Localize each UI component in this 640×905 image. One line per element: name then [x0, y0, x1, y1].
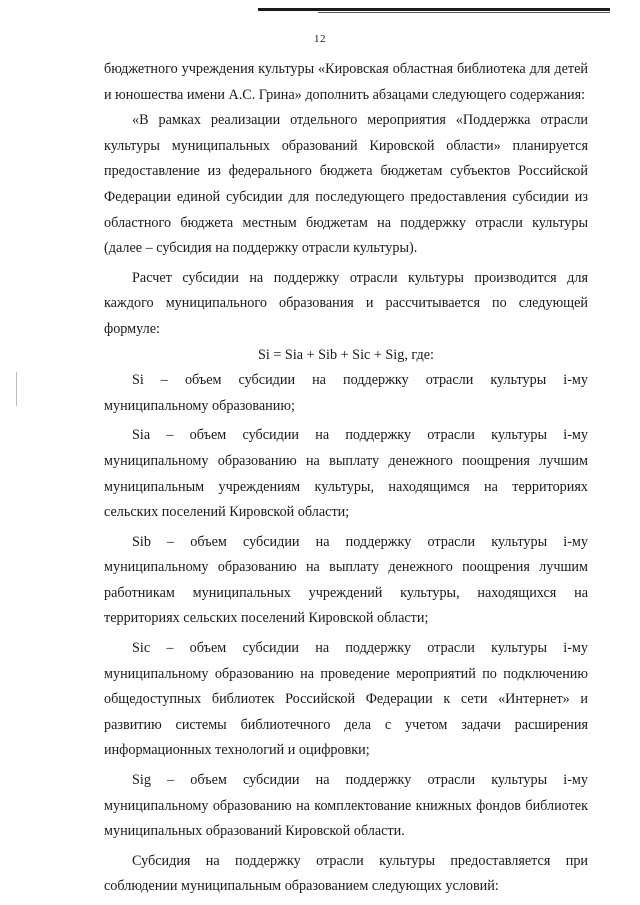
page-number: 12	[314, 33, 326, 45]
paragraph-subsidy-definition: «В рамках реализации отдельного мероприятия «Поддержка отрасли культуры муниципальных образований Кировской области» планируется предоставление из федерального бюджета бюджетам субъектов Российской Федерации единой субсидии для последующего предоставления субсидии из областного бюджета местным бюджетам на поддержку отрасли культуры (далее – субсидия на поддержку отрасли культуры).	[104, 112, 588, 257]
paragraph-si: Si – объем субсидии на поддержку отрасли культуры i-му муниципальному образованию;	[104, 372, 588, 414]
paragraph-conditions: Субсидия на поддержку отрасли культуры предоставляется при соблюдении муниципальным образованием следующих условий:	[104, 852, 588, 895]
formula: Si = Sia + Sib + Sic + Sig, где:	[258, 346, 434, 363]
paragraph-intro: бюджетного учреждения культуры «Кировская областная библиотека для детей и юношества имени А.С. Грина» дополнить абзацами следующего содержания:	[104, 61, 588, 103]
paragraph-calculation: Расчет субсидии на поддержку отрасли культуры производится для каждого муниципального образования и рассчитывается по следующей формуле:	[104, 269, 588, 337]
scan-edge-line	[258, 8, 610, 11]
paragraph-sib: Sib – объем субсидии на поддержку отрасли культуры i-му муниципальному образованию на выплату денежного поощрения лучшим работникам муниципальных учреждений культуры, находящихся на территориях сельских поселений Кировской области;	[104, 533, 588, 627]
paragraph-sig: Sig – объем субсидии на поддержку отрасли культуры i-му муниципальному образованию на комплектование книжных фондов библиотек муниципальных образований Кировской области.	[104, 772, 588, 840]
paragraph-sia: Sia – объем субсидии на поддержку отрасли культуры i-му муниципальному образованию на выплату денежного поощрения лучшим муниципальным учреждениям культуры, находящимся на территориях сельских поселений Кировской области;	[104, 427, 588, 521]
paragraph-sic: Sic – объем субсидии на поддержку отрасли культуры i-му муниципальному образованию на проведение мероприятий по подключению общедоступных библиотек Российской Федерации к сети «Интернет» и развитию системы библиотечного дела с учетом задачи расширения информационных технологий и оцифровки;	[104, 640, 588, 759]
scan-edge-line-thin	[318, 12, 610, 13]
document-body	[104, 57, 588, 900]
scan-margin-mark	[16, 372, 17, 406]
